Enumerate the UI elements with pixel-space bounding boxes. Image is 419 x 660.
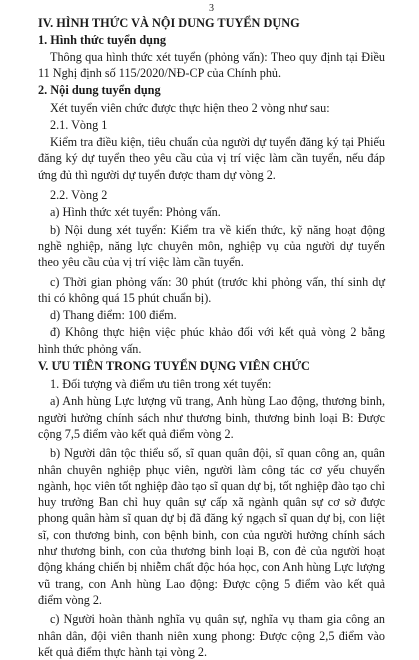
section-iv-heading: IV. HÌNH THỨC VÀ NỘI DUNG TUYỂN DỤNG — [38, 16, 300, 30]
round-2-title: 2.2. Vòng 2 — [50, 188, 108, 203]
priority-item-a: a) Anh hùng Lực lượng vũ trang, Anh hùng Lao động, thương binh, người hưởng chính sách như thương binh, thương binh loại B: Được cộng 7,5 điểm vào kết quả điểm vòng 2. — [38, 394, 385, 441]
round-2-item-d: d) Thang điểm: 100 điểm. — [50, 308, 177, 323]
round-2-item-a: a) Hình thức xét tuyển: Phỏng vấn. — [50, 205, 221, 220]
paragraph-form: Thông qua hình thức xét tuyển (phỏng vấn): Theo quy định tại Điều 11 Nghị định số 115/2020/NĐ-CP của Chính phủ. — [38, 50, 385, 81]
round-2-item-dd: đ) Không thực hiện việc phúc khảo đối với kết quả vòng 2 bằng hình thức phỏng vấn. — [38, 325, 385, 356]
priority-intro: 1. Đối tượng và điểm ưu tiên trong xét tuyển: — [50, 377, 272, 392]
priority-item-c: c) Người hoàn thành nghĩa vụ quân sự, nghĩa vụ tham gia công an nhân dân, đội viên thanh niên xung phong: Được cộng 2,5 điểm vào kết quả điểm thực hành tại vòng 2. — [38, 612, 385, 659]
subsection-1-heading: 1. Hình thức tuyển dụng — [38, 33, 166, 47]
subsection-2-heading: 2. Nội dung tuyển dụng — [38, 82, 161, 97]
round-1-text: Kiểm tra điều kiện, tiêu chuẩn của người dự tuyển đăng ký tại Phiếu đăng ký dự tuyển theo yêu cầu của vị trí việc làm cần tuyển, nếu đáp ứng đủ thì người dự tuyển được tham dự vòng 2. — [38, 135, 385, 182]
paragraph-rounds-intro: Xét tuyển viên chức được thực hiện theo 2 vòng như sau: — [50, 100, 330, 115]
round-2-item-b: b) Nội dung xét tuyển: Kiểm tra về kiến thức, kỹ năng hoạt động nghề nghiệp, năng lực chuyên môn, nghiệp vụ của người dự tuyển theo yêu cầu của vị trí việc làm cần tuyển. — [38, 222, 385, 270]
round-2-item-c: c) Thời gian phỏng vấn: 30 phút (trước khi phỏng vấn, thí sinh dự thi có không quá 15 phút chuẩn bị). — [38, 274, 385, 305]
section-v-heading: V. ƯU TIÊN TRONG TUYỂN DỤNG VIÊN CHỨC — [38, 359, 310, 374]
page-number: 3 — [209, 3, 214, 14]
round-1-title: 2.1. Vòng 1 — [50, 117, 108, 132]
priority-item-b: b) Người dân tộc thiểu số, sĩ quan quân đội, sĩ quan công an, quân nhân chuyên nghiệp phục viên, người làm công tác cơ yếu chuyển ngành, học viên tốt nghiệp đào tạo sĩ quan dự bị, tốt nghiệp đào tạo chỉ huy trưởng Ban chỉ huy quân sự cấp xã ngành quân sự cơ sở được phong quân hàm sĩ quan dự bị đã đăng ký ngạch sĩ quan dự bị, con liệt sĩ, con thương binh, con bệnh binh, con của người hưởng chính sách như thương binh, con của thương binh loại B, con đẻ của người hoạt động kháng chiến bị nhiễm chất độc hóa học, con Anh hùng Lực lượng vũ trang, con Anh hùng Lao động: Được cộng 5 điểm vào kết quả điểm vòng 2. — [38, 446, 385, 607]
